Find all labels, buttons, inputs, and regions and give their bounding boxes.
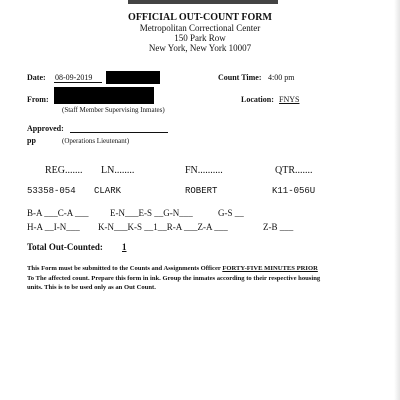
date-value: 08-09-2019: [55, 73, 93, 82]
cell-ln: CLARK: [94, 186, 122, 196]
approved-initials: pp: [27, 136, 36, 145]
from-caption: (Staff Member Supervising Inmates): [62, 106, 165, 114]
cut-header-remnant: [128, 0, 278, 4]
cell-fn: ROBERT: [185, 186, 218, 196]
institution-name: Metropolitan Correctional Center: [139, 23, 261, 33]
redaction-date-row: [106, 71, 160, 84]
from-label: From:: [27, 95, 49, 104]
date-label: Date:: [27, 73, 46, 82]
approved-caption: (Operations Lieutenant): [62, 137, 130, 145]
footer-line-1: [27, 265, 318, 272]
footer-line-1-emphasis: FORTY-FIVE MINUTES PRIOR: [222, 265, 318, 272]
cell-reg: 53358-054: [27, 186, 76, 196]
institution-city: New York, New York 10007: [148, 43, 252, 53]
footer-line-1-prefix: This Form must be submitted to the Counts and Assignments Officer: [27, 265, 223, 272]
count-time-value: 4:00 pm: [268, 73, 295, 82]
column-header-reg: REG.......: [45, 165, 83, 176]
units-row2-c: Z-B ___: [263, 222, 294, 232]
location-value: FNYS: [279, 95, 300, 104]
total-value: 1: [122, 242, 127, 252]
units-row2-b: K-N___K-S __1__R-A ___Z-A ___: [98, 222, 228, 232]
approved-label: Approved:: [27, 124, 64, 133]
cell-qtr: K11-056U: [272, 186, 316, 196]
form-title: OFFICIAL OUT-COUNT FORM: [128, 12, 272, 23]
footer-line-2: To The affected count. Prepare this form in ink. Group the inmates according to their respective housing: [27, 275, 321, 282]
count-time-label: Count Time:: [218, 73, 262, 82]
units-row1-a: B-A ___C-A ___: [27, 208, 89, 218]
units-row1-b: E-N___E-S __G-N___: [110, 208, 193, 218]
units-row1-c: G-S __: [218, 208, 244, 218]
page-edge: [394, 0, 400, 400]
approved-signature-line: [70, 132, 168, 133]
column-header-qtr: QTR.......: [275, 165, 313, 176]
date-underline: [54, 82, 102, 83]
column-header-fn: FN..........: [185, 165, 223, 176]
total-label: Total Out-Counted:: [27, 242, 103, 252]
column-header-ln: LN........: [101, 165, 135, 176]
location-label: Location:: [241, 95, 274, 104]
units-row2-a: H-A __I-N___: [27, 222, 80, 232]
redaction-from: [54, 87, 154, 104]
footer-line-3: units. This is to be used only as an Out Count.: [27, 284, 156, 291]
institution-street: 150 Park Row: [174, 33, 226, 43]
